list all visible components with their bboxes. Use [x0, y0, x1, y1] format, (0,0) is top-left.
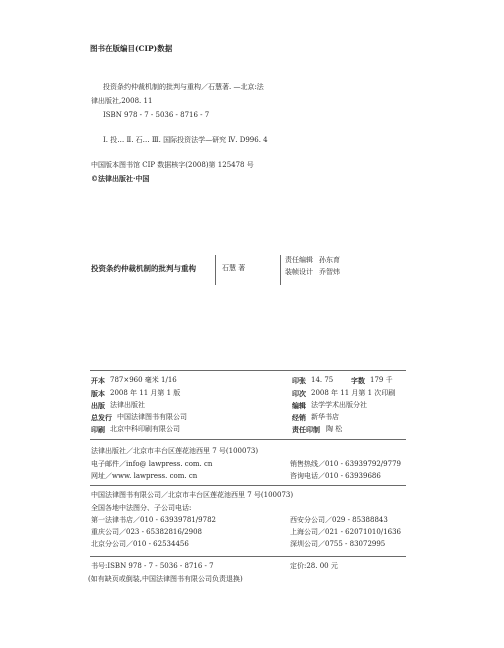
branch-5: 北京分公司／010 - 62534456 [91, 540, 189, 548]
book-author: 石慧 著 [222, 264, 246, 272]
banben-label: 版本 [91, 389, 105, 398]
cip-core-number: 中国版本图书馆 CIP 数据核字(2008)第 125478 号 [91, 161, 254, 169]
branch-1: 第一法律书店／010 - 63939781/9782 [91, 516, 216, 524]
bianji-label: 编辑 [292, 401, 306, 410]
book-number: 书号:ISBN 978 - 7 - 5036 - 8716 - 7 [91, 562, 214, 570]
zongfaxing-label: 总发行 [91, 413, 112, 422]
distributor-rule [90, 556, 406, 557]
bianji-value: 法学学术出版分社 [311, 401, 367, 409]
cip-line-1: 投资条约仲裁机制的批判与重构／石慧著. —北京:法 [103, 83, 264, 91]
publisher-address: 法律出版社／北京市丰台区莲花池西里 7 号(100073) [91, 447, 259, 455]
chuban-label: 出版 [91, 401, 105, 410]
cip-heading: 图书在版编目(CIP)数据 [90, 44, 173, 53]
publisher-consult-phone: 咨询电话／010 - 63939686 [290, 472, 381, 480]
publisher-sales-phone: 销售热线／010 - 63939792/9779 [290, 460, 401, 468]
designer-name: 乔智炜 [319, 268, 340, 276]
book-title: 投资条约仲裁机制的批判与重构 [91, 264, 196, 273]
yinzhang-value: 14. 75 [311, 376, 334, 384]
yinshua-value: 北京中科印刷有限公司 [110, 425, 180, 433]
return-note: (如有缺页或倒装,中国法律图书有限公司负责退换) [88, 575, 243, 583]
yinzhang-label: 印张 [292, 376, 306, 385]
cip-isbn: ISBN 978 - 7 - 5036 - 8716 - 7 [103, 111, 210, 119]
branches-title: 全国各地中法图分、子公司电话: [91, 504, 192, 512]
branch-4: 上海公司／021 - 62071010/1636 [290, 528, 401, 536]
yinci-label: 印次 [292, 389, 306, 398]
specs-bottom-rule [90, 439, 406, 440]
publisher-website: 网址／www. lawpress. com. cn [91, 472, 198, 480]
kaiben-label: 开本 [91, 376, 105, 385]
editor-label: 责任编辑 [285, 256, 313, 264]
yinci-value: 2008 年 11 月第 1 次印刷 [311, 389, 396, 397]
zerenyinzhi-label: 责任印制 [292, 425, 320, 434]
jingxiao-label: 经销 [292, 413, 306, 422]
publisher-email: 电子邮件／info@ lawpress. com. cn [91, 460, 213, 468]
price: 定价:28. 00 元 [290, 562, 338, 570]
kaiben-value: 787×960 毫米 1/16 [110, 376, 177, 384]
publisher-rule [90, 485, 406, 486]
branch-3: 重庆公司／023 - 65382816/2908 [91, 528, 202, 536]
distributor-address: 中国法律图书有限公司／北京市丰台区莲花池西里 7 号(100073) [91, 491, 294, 499]
cip-copyright: ©法律出版社·中国 [91, 174, 150, 183]
cip-classification: Ⅰ. 投… Ⅱ. 石… Ⅲ. 国际投资法学—研究 Ⅳ. D996. 4 [103, 136, 268, 144]
zishu-label: 字数 [351, 376, 365, 385]
jingxiao-value: 新华书店 [311, 413, 339, 421]
author-divider [280, 255, 281, 285]
yinshua-label: 印刷 [91, 425, 105, 434]
chuban-value: 法律出版社 [110, 401, 145, 409]
editor-name: 孙东育 [319, 256, 340, 264]
banben-value: 2008 年 11 月第 1 版 [110, 389, 181, 397]
title-divider [215, 255, 216, 285]
zongfaxing-value: 中国法律图书有限公司 [117, 413, 187, 421]
designer-label: 装帧设计 [285, 268, 313, 276]
branch-6: 深圳公司／0755 - 83072995 [290, 540, 386, 548]
zerenyinzhi-value: 陶 松 [326, 425, 343, 433]
cip-line-2: 律出版社,2008. 11 [91, 97, 153, 105]
zishu-value: 179 千 [370, 376, 393, 384]
specs-top-rule [90, 370, 406, 371]
branch-2: 西安分公司／029 - 85388843 [290, 516, 388, 524]
